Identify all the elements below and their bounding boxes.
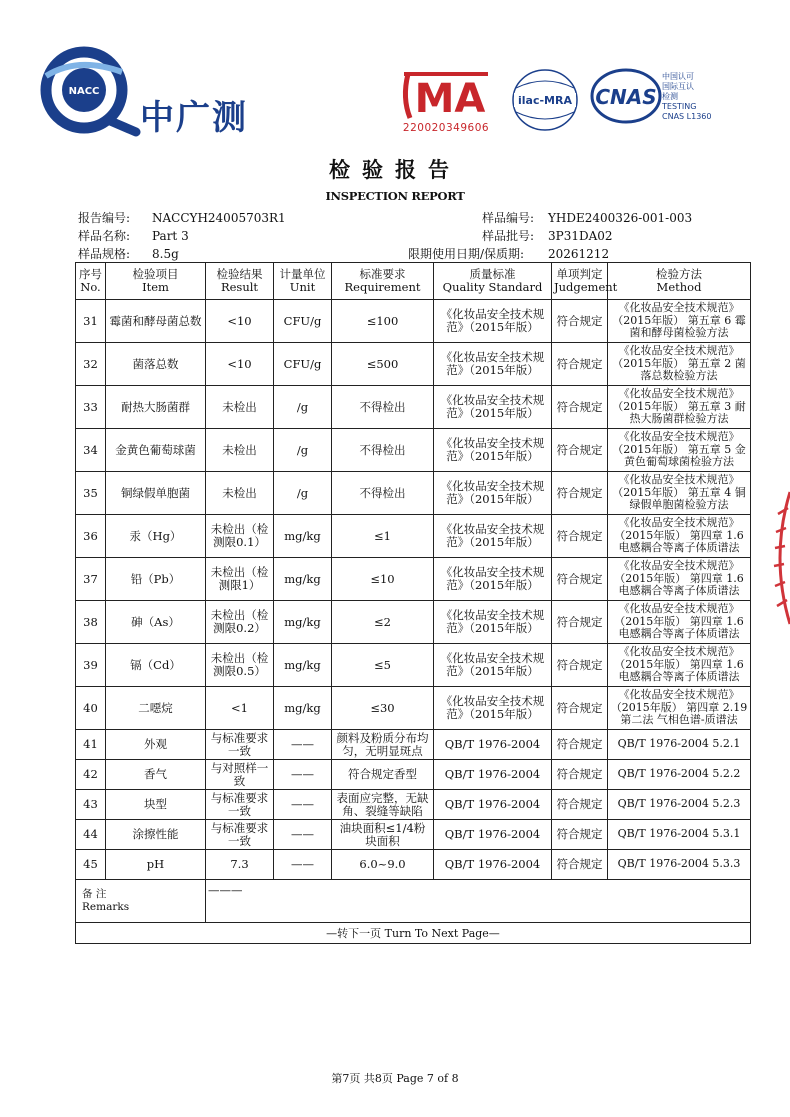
- row-standard: QB/T 1976-2004: [434, 850, 552, 880]
- row-method: QB/T 1976-2004 5.3.1: [608, 820, 751, 850]
- row-result: <10: [206, 343, 274, 386]
- row-requirement: 表面应完整，无缺角、裂缝等缺陷: [332, 790, 434, 820]
- cnas-caption: [662, 72, 711, 122]
- row-requirement: 颜料及粉质分布均匀，无明显斑点: [332, 730, 434, 760]
- row-method: 《化妆品安全技术规范》（2015年版） 第四章 1.6 电感耦合等离子体质谱法: [608, 601, 751, 644]
- table-row: [76, 343, 751, 386]
- report-no-label: 报告编号:: [78, 211, 131, 225]
- row-unit: mg/kg: [274, 687, 332, 730]
- row-result: 未检出: [206, 429, 274, 472]
- table-row: [76, 790, 751, 820]
- row-method: QB/T 1976-2004 5.2.1: [608, 730, 751, 760]
- row-no: 40: [76, 687, 106, 730]
- report-no-value: NACCYH24005703R1: [152, 211, 286, 225]
- row-unit: CFU/g: [274, 343, 332, 386]
- row-method: 《化妆品安全技术规范》（2015年版） 第五章 6 霉菌和酵母菌检验方法: [608, 300, 751, 343]
- header-standard: 质量标准 Quality Standard: [434, 263, 552, 300]
- row-no: 31: [76, 300, 106, 343]
- row-standard: QB/T 1976-2004: [434, 790, 552, 820]
- turn-page-note: —转下一页 Turn To Next Page—: [76, 923, 751, 944]
- row-result: 与对照样一致: [206, 760, 274, 790]
- row-requirement: 不得检出: [332, 386, 434, 429]
- expiry-field: [408, 245, 609, 262]
- row-item: 香气: [106, 760, 206, 790]
- sample-no-label: 样品编号:: [482, 211, 535, 225]
- row-result: 7.3: [206, 850, 274, 880]
- row-judgement: 符合规定: [552, 730, 608, 760]
- row-requirement: ≤100: [332, 300, 434, 343]
- sample-no-value: YHDE2400326-001-003: [548, 211, 693, 225]
- page-number: 第7页 共8页 Page 7 of 8: [331, 1072, 459, 1085]
- cnas-logo: [590, 66, 670, 126]
- row-result: <1: [206, 687, 274, 730]
- row-item: 铅（Pb）: [106, 558, 206, 601]
- row-method: 《化妆品安全技术规范》（2015年版） 第五章 3 耐热大肠菌群检验方法: [608, 386, 751, 429]
- row-judgement: 符合规定: [552, 790, 608, 820]
- row-unit: /g: [274, 386, 332, 429]
- spec-label: 样品规格:: [78, 247, 131, 261]
- row-standard: 《化妆品安全技术规范》（2015年版）: [434, 472, 552, 515]
- row-requirement: ≤30: [332, 687, 434, 730]
- row-method: 《化妆品安全技术规范》（2015年版） 第四章 2.19 第二法 气相色谱-质谱法: [608, 687, 751, 730]
- row-method: 《化妆品安全技术规范》（2015年版） 第四章 1.6 电感耦合等离子体质谱法: [608, 515, 751, 558]
- ilac-mra-logo: [510, 66, 580, 134]
- table-row: [76, 515, 751, 558]
- row-item: 汞（Hg）: [106, 515, 206, 558]
- row-requirement: ≤5: [332, 644, 434, 687]
- row-no: 42: [76, 760, 106, 790]
- row-unit: /g: [274, 429, 332, 472]
- row-result: 未检出: [206, 472, 274, 515]
- row-unit: ——: [274, 730, 332, 760]
- row-item: 金黄色葡萄球菌: [106, 429, 206, 472]
- batch-field: [482, 227, 613, 244]
- row-judgement: 符合规定: [552, 760, 608, 790]
- row-item: 涂擦性能: [106, 820, 206, 850]
- row-no: 41: [76, 730, 106, 760]
- row-standard: 《化妆品安全技术规范》（2015年版）: [434, 687, 552, 730]
- cnas-line: CNAS L1360: [662, 112, 712, 121]
- expiry-label: 限期使用日期/保质期:: [408, 247, 525, 261]
- table-row: [76, 386, 751, 429]
- row-judgement: 符合规定: [552, 300, 608, 343]
- report-no-field: [78, 209, 286, 226]
- spec-field: [78, 245, 179, 262]
- header-method: 检验方法 Method: [608, 263, 751, 300]
- row-no: 39: [76, 644, 106, 687]
- cnas-line: 中国认可: [662, 72, 694, 81]
- cnas-text: CNAS: [595, 85, 657, 109]
- row-result: 未检出: [206, 386, 274, 429]
- row-standard: QB/T 1976-2004: [434, 820, 552, 850]
- row-judgement: 符合规定: [552, 386, 608, 429]
- table-row: [76, 601, 751, 644]
- row-judgement: 符合规定: [552, 472, 608, 515]
- row-standard: 《化妆品安全技术规范》（2015年版）: [434, 558, 552, 601]
- batch-label: 样品批号:: [482, 229, 535, 243]
- row-judgement: 符合规定: [552, 601, 608, 644]
- row-judgement: 符合规定: [552, 644, 608, 687]
- row-judgement: 符合规定: [552, 687, 608, 730]
- row-result: <10: [206, 300, 274, 343]
- cnas-line: TESTING: [662, 102, 697, 111]
- cnas-line: 检测: [662, 92, 678, 101]
- nacc-logo: [38, 46, 138, 138]
- report-title-cn: 检验报告: [329, 157, 461, 182]
- row-requirement: 6.0~9.0: [332, 850, 434, 880]
- row-standard: QB/T 1976-2004: [434, 730, 552, 760]
- header-requirement: 标准要求 Requirement: [332, 263, 434, 300]
- header-result: 检验结果 Result: [206, 263, 274, 300]
- cma-text: MA: [414, 76, 486, 122]
- row-requirement: 不得检出: [332, 429, 434, 472]
- row-unit: ——: [274, 850, 332, 880]
- row-requirement: ≤2: [332, 601, 434, 644]
- row-requirement: ≤500: [332, 343, 434, 386]
- remarks-value: ———: [206, 880, 751, 923]
- batch-value: 3P31DA02: [548, 229, 613, 243]
- row-unit: mg/kg: [274, 644, 332, 687]
- sample-no-field: [482, 209, 692, 226]
- row-method: QB/T 1976-2004 5.3.3: [608, 850, 751, 880]
- row-requirement: ≤1: [332, 515, 434, 558]
- row-item: 外观: [106, 730, 206, 760]
- remarks-label-cn: 备 注: [82, 888, 107, 900]
- row-unit: CFU/g: [274, 300, 332, 343]
- brand-name: 中广测: [140, 98, 248, 138]
- row-unit: ——: [274, 790, 332, 820]
- table-row: [76, 730, 751, 760]
- row-no: 43: [76, 790, 106, 820]
- row-requirement: 不得检出: [332, 472, 434, 515]
- header-no: 序号 No.: [76, 263, 106, 300]
- sample-name-value: Part 3: [152, 229, 189, 243]
- sample-name-field: [78, 227, 189, 244]
- row-judgement: 符合规定: [552, 558, 608, 601]
- row-no: 37: [76, 558, 106, 601]
- table-row: [76, 850, 751, 880]
- row-method: 《化妆品安全技术规范》（2015年版） 第五章 2 菌落总数检验方法: [608, 343, 751, 386]
- row-no: 45: [76, 850, 106, 880]
- table-row: [76, 760, 751, 790]
- row-result: 未检出（检测限1）: [206, 558, 274, 601]
- nacc-logo-text: NACC: [68, 86, 100, 97]
- row-result: 与标准要求一致: [206, 730, 274, 760]
- remarks-label-en: Remarks: [82, 901, 130, 913]
- spec-value: 8.5g: [152, 247, 179, 261]
- row-unit: /g: [274, 472, 332, 515]
- report-title-en: INSPECTION REPORT: [325, 189, 465, 203]
- row-unit: mg/kg: [274, 558, 332, 601]
- row-no: 34: [76, 429, 106, 472]
- row-unit: mg/kg: [274, 601, 332, 644]
- row-requirement: ≤10: [332, 558, 434, 601]
- row-no: 35: [76, 472, 106, 515]
- sample-name-label: 样品名称:: [78, 229, 131, 243]
- row-item: 铜绿假单胞菌: [106, 472, 206, 515]
- remarks-label: [76, 880, 206, 923]
- row-item: pH: [106, 850, 206, 880]
- row-item: 二噁烷: [106, 687, 206, 730]
- inspection-table: [75, 262, 751, 944]
- seal-stamp: [768, 488, 790, 628]
- remarks-row: [76, 880, 751, 923]
- header-item: 检验项目 Item: [106, 263, 206, 300]
- cnas-line: 国际互认: [662, 82, 694, 91]
- row-standard: 《化妆品安全技术规范》（2015年版）: [434, 644, 552, 687]
- row-result: 未检出（检测限0.2）: [206, 601, 274, 644]
- row-standard: QB/T 1976-2004: [434, 760, 552, 790]
- row-item: 镉（Cd）: [106, 644, 206, 687]
- ilac-text: ilac-MRA: [518, 94, 572, 107]
- row-no: 33: [76, 386, 106, 429]
- row-item: 菌落总数: [106, 343, 206, 386]
- row-item: 霉菌和酵母菌总数: [106, 300, 206, 343]
- row-result: 未检出（检测限0.1）: [206, 515, 274, 558]
- header-judgement: 单项判定 Judgement: [552, 263, 608, 300]
- row-no: 44: [76, 820, 106, 850]
- row-judgement: 符合规定: [552, 343, 608, 386]
- table-row: [76, 429, 751, 472]
- row-standard: 《化妆品安全技术规范》（2015年版）: [434, 429, 552, 472]
- table-row: [76, 687, 751, 730]
- row-method: QB/T 1976-2004 5.2.2: [608, 760, 751, 790]
- row-no: 38: [76, 601, 106, 644]
- row-standard: 《化妆品安全技术规范》（2015年版）: [434, 515, 552, 558]
- table-header-row: [76, 263, 751, 300]
- row-standard: 《化妆品安全技术规范》（2015年版）: [434, 300, 552, 343]
- row-requirement: 油块面积≤1/4粉块面积: [332, 820, 434, 850]
- cma-number: 220020349606: [402, 122, 490, 134]
- row-unit: ——: [274, 820, 332, 850]
- table-row: [76, 558, 751, 601]
- table-row: [76, 820, 751, 850]
- row-method: 《化妆品安全技术规范》（2015年版） 第四章 1.6 电感耦合等离子体质谱法: [608, 558, 751, 601]
- row-item: 砷（As）: [106, 601, 206, 644]
- row-standard: 《化妆品安全技术规范》（2015年版）: [434, 601, 552, 644]
- row-unit: ——: [274, 760, 332, 790]
- row-item: 块型: [106, 790, 206, 820]
- row-judgement: 符合规定: [552, 850, 608, 880]
- row-result: 未检出（检测限0.5）: [206, 644, 274, 687]
- header-unit: 计量单位 Unit: [274, 263, 332, 300]
- row-no: 36: [76, 515, 106, 558]
- turn-page-row: [76, 923, 751, 944]
- row-method: 《化妆品安全技术规范》（2015年版） 第五章 4 铜绿假单胞菌检验方法: [608, 472, 751, 515]
- table-row: [76, 300, 751, 343]
- expiry-value: 20261212: [548, 247, 610, 261]
- table-row: [76, 472, 751, 515]
- row-method: 《化妆品安全技术规范》（2015年版） 第五章 5 金黄色葡萄球菌检验方法: [608, 429, 751, 472]
- row-method: QB/T 1976-2004 5.2.3: [608, 790, 751, 820]
- row-requirement: 符合规定香型: [332, 760, 434, 790]
- row-standard: 《化妆品安全技术规范》（2015年版）: [434, 343, 552, 386]
- row-method: 《化妆品安全技术规范》（2015年版） 第四章 1.6 电感耦合等离子体质谱法: [608, 644, 751, 687]
- row-judgement: 符合规定: [552, 515, 608, 558]
- table-row: [76, 644, 751, 687]
- row-judgement: 符合规定: [552, 429, 608, 472]
- row-item: 耐热大肠菌群: [106, 386, 206, 429]
- row-result: 与标准要求一致: [206, 790, 274, 820]
- row-standard: 《化妆品安全技术规范》（2015年版）: [434, 386, 552, 429]
- row-unit: mg/kg: [274, 515, 332, 558]
- row-judgement: 符合规定: [552, 820, 608, 850]
- row-no: 32: [76, 343, 106, 386]
- row-result: 与标准要求一致: [206, 820, 274, 850]
